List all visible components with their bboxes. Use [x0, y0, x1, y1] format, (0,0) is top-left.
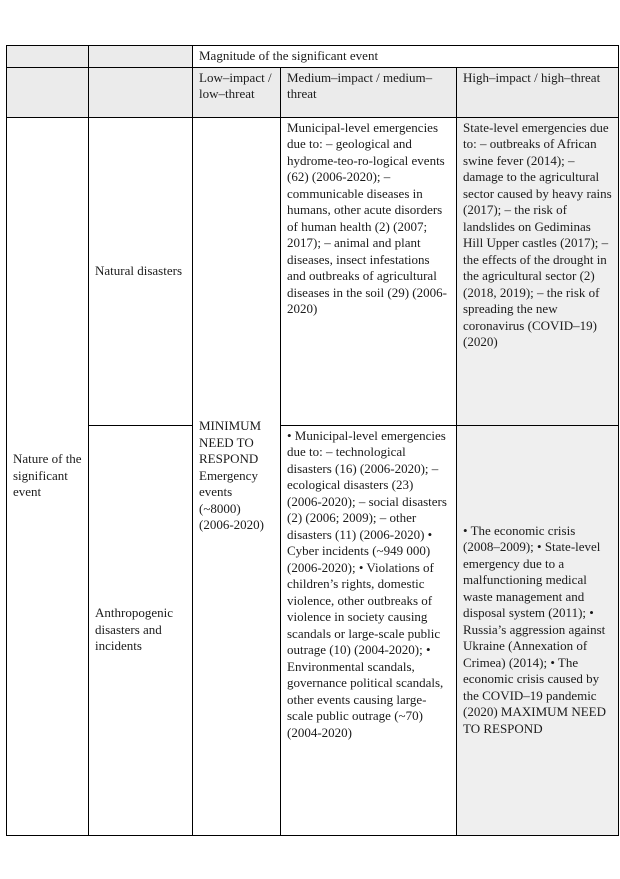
magnitude-header-cell: Magnitude of the significant event	[193, 46, 619, 68]
row-label-natural-disasters: Natural disasters	[89, 117, 193, 425]
column-header-medium-impact: Medium–impact / medium–threat	[281, 67, 457, 117]
natural-disasters-row	[7, 117, 619, 425]
natural-high-impact-cell: State-level emergencies due to: – outbreaks of African swine fever (2014); – damage to the agricultural sector caused by heavy rains (2017); – the risk of landslides on Gediminas Hill Upper castles (2017); – the effects of the drought in the agricultural sector (2) (2018, 2019); – the risk of spreading the new coronavirus (COVID–19) (2020)	[457, 117, 619, 425]
low-impact-merged-cell: MINIMUM NEED TO RESPOND Emergency events (~8000) (2006-2020)	[193, 117, 281, 835]
empty-header-cell-second	[89, 67, 193, 117]
empty-header-cell-left	[7, 67, 89, 117]
corner-cell-left	[7, 46, 89, 68]
anthropogenic-row	[7, 425, 619, 835]
anthropogenic-high-impact-cell: • The economic crisis (2008–2009); • State-level emergency due to a malfunctioning medical waste management and disposal system (2011); • Russia’s aggression against Ukraine (Annexation of Crimea) (2014); • The economic crisis caused by the COVID–19 pandemic (2020) MAXIMUM NEED TO RESPOND	[457, 425, 619, 835]
corner-cell-second	[89, 46, 193, 68]
natural-medium-impact-cell: Municipal-level emergencies due to: – geological and hydrome-teo-ro-logical events (62) (2006-2020); – communicable diseases in humans, other acute disorders of human health (2) (2007; 2017); – animal and plant diseases, insect infestations and outbreaks of agricultural diseases in the soil (29) (2006-2020)	[281, 117, 457, 425]
column-header-low-impact: Low–impact / low–threat	[193, 67, 281, 117]
anthropogenic-medium-impact-cell: • Municipal-level emergencies due to: – technological disasters (16) (2006-2020); – ecological disasters (23) (2006-2020); – social disasters (2) (2006; 2009); – other disasters (11) (2006-2020) • Cyber incidents (~949 000) (2006-2020); • Violations of children’s rights, domestic violence, other outbreaks of violence in society causing scandals or large-scale public outrage (10) (2004-2020); • Environmental scandals, governance political scandals, other events causing large-scale public outrage (~70) (2004-2020)	[281, 425, 457, 835]
significant-events-matrix-table	[6, 45, 619, 836]
row-label-anthropogenic: Anthropogenic disasters and incidents	[89, 425, 193, 835]
magnitude-header-row	[7, 46, 619, 68]
column-headers-row	[7, 67, 619, 117]
column-header-high-impact: High–impact / high–threat	[457, 67, 619, 117]
row-group-header-nature: Nature of the significant event	[7, 117, 89, 835]
